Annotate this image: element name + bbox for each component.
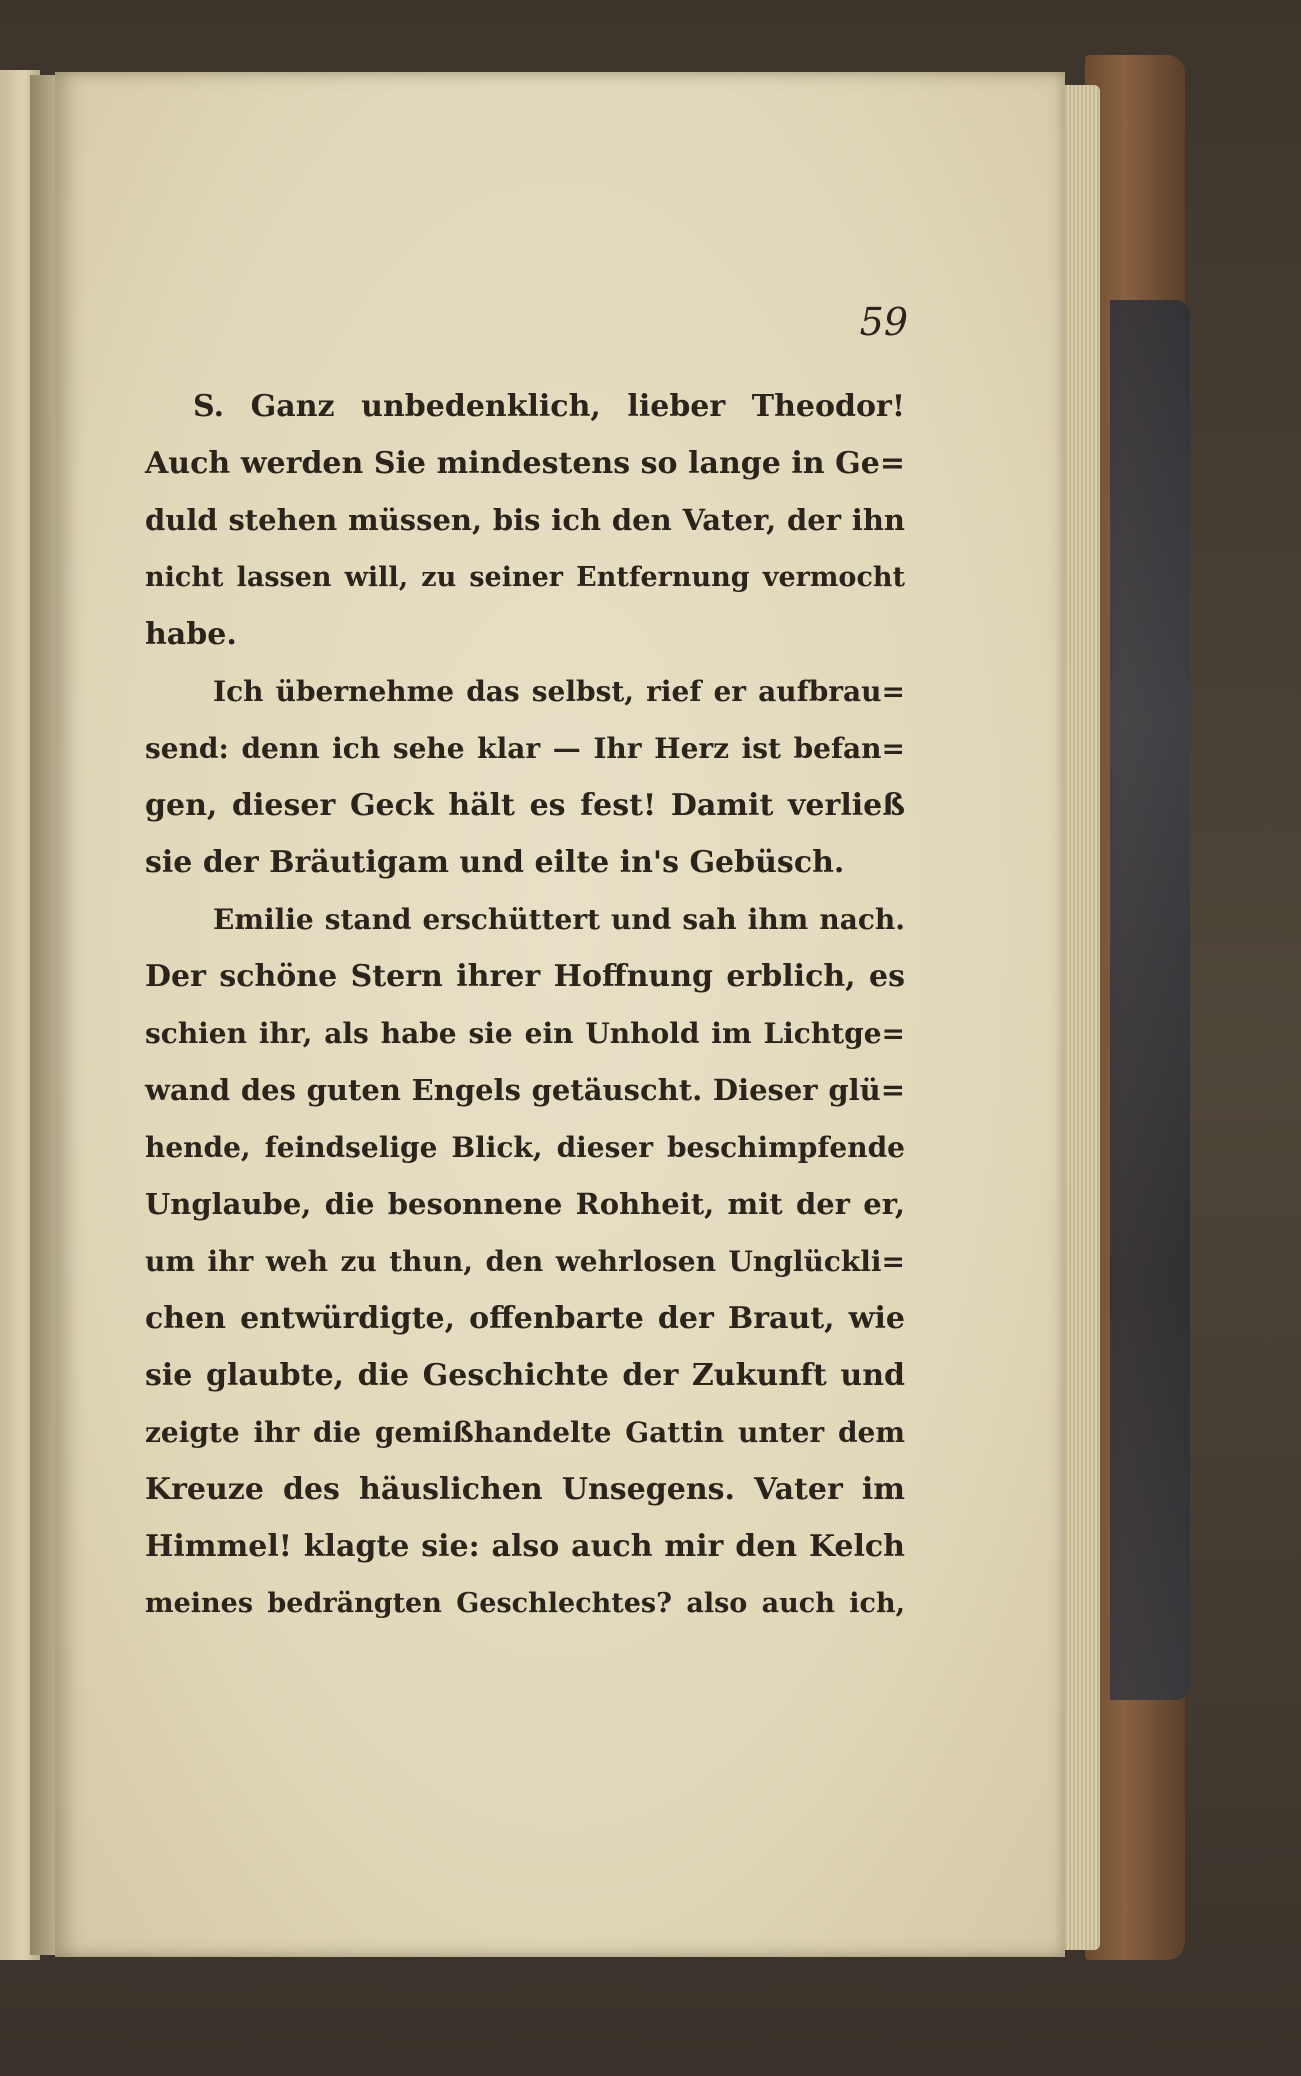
text-line: send: denn ich sehe klar — Ihr Herz ist befan= xyxy=(145,732,905,765)
text-line: chen entwürdigte, offenbarte der Braut, wie xyxy=(145,1301,905,1336)
text-line: S. Ganz unbedenklich, lieber Theodor! xyxy=(193,389,905,424)
text-line: zeigte ihr die gemißhandelte Gattin unter dem xyxy=(145,1416,905,1449)
text-line: Unglaube, die besonnene Rohheit, mit der er, xyxy=(145,1187,905,1221)
text-line: um ihr weh zu thun, den wehrlosen Unglückli= xyxy=(145,1245,905,1278)
text-line: gen, dieser Geck hält es fest! Damit verließ xyxy=(145,788,905,823)
text-line: Ich übernehme das selbst, rief er aufbrau= xyxy=(213,675,905,708)
text-line: Der schöne Stern ihrer Hoffnung erblich, es xyxy=(145,959,905,994)
text-line: Auch werden Sie mindestens so lange in Ge= xyxy=(145,446,905,481)
text-line: sie glaubte, die Geschichte der Zukunft und xyxy=(145,1358,905,1393)
text-line: duld stehen müssen, bis ich den Vater, der ihn xyxy=(145,503,905,537)
text-line: Himmel! klagte sie: also auch mir den Kelch xyxy=(145,1529,905,1564)
text-line: meines bedrängten Geschlechtes? also auch ich, xyxy=(145,1588,905,1619)
text-line: sie der Bräutigam und eilte in's Gebüsch. xyxy=(145,845,845,880)
page-number: 59 xyxy=(859,300,908,344)
text-line: Emilie stand erschüttert und sah ihm nach. xyxy=(213,903,905,936)
text-line: schien ihr, als habe sie ein Unhold im Lichtge= xyxy=(145,1017,905,1050)
page-text-block xyxy=(145,378,905,1632)
text-line: Kreuze des häuslichen Unsegens. Vater im xyxy=(145,1472,905,1507)
book-cover-cloth xyxy=(1110,300,1190,1700)
text-line: wand des guten Engels getäuscht. Dieser glü= xyxy=(145,1073,905,1107)
text-line: nicht lassen will, zu seiner Entfernung vermocht xyxy=(145,562,905,593)
text-line: habe. xyxy=(145,617,237,652)
text-line: hende, feindselige Blick, dieser beschimpfende xyxy=(145,1131,905,1164)
